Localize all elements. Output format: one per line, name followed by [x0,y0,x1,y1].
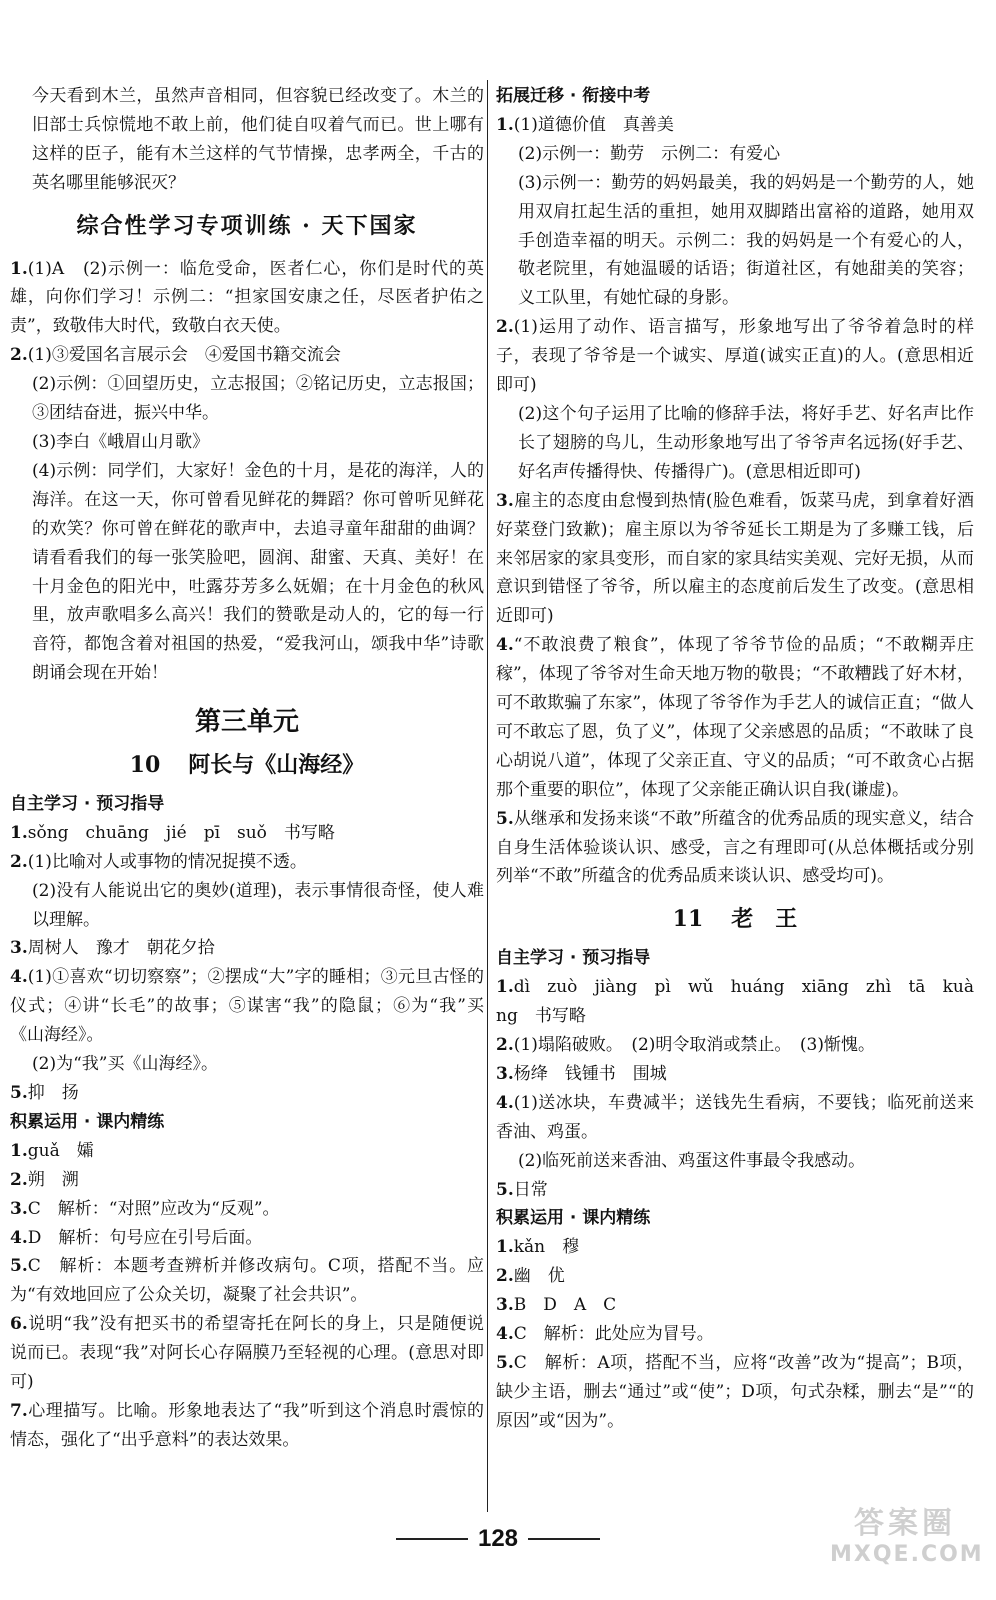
answer-text: (3)李白《峨眉山月歌》 [32,431,210,452]
column-divider [487,80,488,1512]
answer-item [10,1252,484,1310]
answer-number: 2. [496,1266,514,1287]
preview-answer-list [10,819,484,1108]
answer-text: (2)临死前送来香油、鸡蛋这件事最令我感动。 [518,1150,866,1171]
answer-item [496,487,974,632]
answer-text: (1)道德价值 真善美 [513,114,674,135]
answer-number: 4. [10,1227,28,1248]
practice-answer-list [496,1233,974,1435]
answer-number: 1. [10,822,28,843]
answer-number: 3. [496,1295,514,1316]
answer-item [10,457,484,688]
answer-number: 1. [496,114,514,135]
answer-item [496,805,974,892]
footer-rule-left [396,1538,468,1540]
section-heading-practice: 积累运用 · 课内精练 [496,1208,651,1229]
answer-item [496,631,974,804]
answer-number: 3. [496,490,514,511]
answer-number: 6. [10,1314,28,1335]
answer-number: 7. [10,1400,28,1421]
answer-item [10,963,484,1050]
answer-item [10,1166,484,1195]
answer-item [10,1195,484,1224]
intro-paragraph: 今天看到木兰，虽然声音相同，但容貌已经改变了。木兰的旧部士兵惊慌地不敢上前，他们徒自叹着气而已。世上哪有这样的臣子，能有木兰这样的气节情操，忠孝两全，千古的英名哪里能够泯灭？ [32,86,484,193]
answer-item [496,140,974,169]
answer-text: (2)没有人能说出它的奥妙(道理)，表示事情很奇怪，使人难以理解。 [32,880,484,930]
answer-text: (1)③爱国名言展示会 ④爱国书籍交流会 [27,345,341,366]
answer-number: 4. [10,967,28,988]
extension-answer-list [496,111,974,891]
lesson-number: 11 [672,906,704,933]
section-heading-extension: 拓展迁移 · 衔接中考 [496,86,651,106]
answer-text: 幽 优 [513,1266,565,1287]
answer-item [496,1089,974,1147]
answer-text: guǎ 孀 [27,1140,94,1161]
answer-item [496,1320,974,1349]
answer-item [10,1137,484,1166]
lesson-10-title [10,751,484,780]
answer-item [10,341,484,370]
answer-item [496,1031,974,1060]
zh-answer-list [10,255,484,689]
page-number: 128 [477,1525,519,1552]
answer-text: (1)①喜欢“切切察察”；②摆成“大”字的睡相；③元旦古怪的仪式；④讲“长毛”的故事；⑤谋害“我”的隐鼠；⑥为“我”买《山海经》。 [10,967,484,1046]
answer-text: C 解析：本题考查辨析并修改病句。C项，搭配不当。应为“有效地回应了公众关切，凝聚了社会共识”。 [10,1256,484,1306]
answer-item [10,1310,484,1397]
footer-rule-right [528,1538,600,1540]
answer-text: (2)这个句子运用了比喻的修辞手法，将好手艺、好名声比作长了翅膀的鸟儿，生动形象地写出了爷爷声名远扬(好手艺、好名声传播得快、传播得广)。(意思相近即可) [518,403,974,482]
answer-text: 雇主的态度由怠慢到热情(脸色难看，饭菜马虎，到拿着好酒好菜登门致歉)；雇主原以为爷爷延长工期是为了多赚工钱，后来邻居家的家具变形，而自家的家具结实美观、完好无损，从而意识到错怪了爷爷，所以雇主的态度前后发生了改变。(意思相近即可) [496,490,974,627]
answer-item [10,370,484,428]
answer-item [496,973,974,1031]
answer-item [10,255,484,342]
lesson-11-title [496,905,974,934]
answer-text: “不敢浪费了粮食”，体现了爷爷节俭的品质；“不敢糊弄庄稼”，体现了爷爷对生命天地万物的敬畏；“不敢糟践了好木材，可不敢欺骗了东家”，体现了爷爷作为手艺人的诚信正直；“做人可不敢忘了恩，负了义”，体现了父亲感恩的品质；“不敢昧了良心胡说八道”，体现了父亲正直、守义的品质；“可不敢贪心占据那个重要的职位”，体现了父亲能正确认识自我(谦虚)。 [496,635,974,800]
left-column [10,82,484,1498]
answer-number: 5. [10,1083,28,1103]
answer-number: 2. [10,1169,28,1190]
answer-text: (1)比喻对人或事物的情况捉摸不透。 [27,851,307,872]
answer-number: 4. [496,635,514,656]
answer-text: kǎn 穆 [513,1237,580,1258]
preview-answer-list [496,973,974,1204]
answer-text: C 解析：A项，搭配不当，应将“改善”改为“提高”；B项，缺少主语，删去“通过”或“使”；D项，句式杂糅，删去“是”“的原因”或“因为”。 [496,1352,974,1431]
answer-number: 2. [496,1035,514,1055]
answer-item [496,1349,974,1436]
watermark-url: MXQE.COM [830,1542,984,1567]
answer-number: 3. [10,938,28,959]
answer-text: 朔 溯 [27,1169,79,1190]
answer-item [10,934,484,963]
answer-item [496,313,974,400]
answer-text: (4)示例：同学们，大家好！金色的十月，是花的海洋，人的海洋。在这一天，你可曾看见鲜花的舞蹈？你可曾听见鲜花的欢笑？你可曾在鲜花的歌声中，去追寻童年甜甜的曲调？请看看我们的每一张笑脸吧，圆润、甜蜜、天真、美好！在十月金色的阳光中，吐露芬芳多么妩媚；在十月金色的秋风里，放声歌唱多么高兴！我们的赞歌是动人的，它的每一行音符，都饱含着对祖国的热爱，“爱我河山，颂我中华”诗歌朗诵会现在开始！ [32,460,484,684]
answer-text: 心理描写。比喻。形象地表达了“我”听到这个消息时震惊的情态，强化了“出乎意料”的表达效果。 [10,1400,484,1450]
practice-answer-list [10,1137,484,1455]
answer-text: 说明“我”没有把买书的希望寄托在阿长的身上，只是随便说说而已。表现“我”对阿长心存隔膜乃至轻视的心理。(意思对即可) [10,1314,484,1393]
lesson-number: 10 [129,752,161,779]
answer-number: 1. [496,977,514,998]
answer-text: 杨绛 钱锺书 围城 [513,1063,667,1084]
answer-number: 2. [10,345,28,366]
answer-text: (1)运用了动作、语言描写，形象地写出了爷爷着急时的样子，表现了爷爷是一个诚实、厚道(诚实正直)的人。(意思相近即可) [496,317,974,396]
answer-number: 3. [10,1198,28,1219]
answer-text: 日常 [513,1179,548,1200]
answer-text: (1)A (2)示例一：临危受命，医者仁心，你们是时代的英雄，向你们学习！示例二：“担家国安康之任，尽医者护佑之责”，致敬伟大时代，致敬白衣天使。 [10,258,484,337]
answer-item [496,1262,974,1291]
answer-item [10,1397,484,1455]
answer-text: (2)示例：①回望历史，立志报国；②铭记历史，立志报国；③团结奋进，振兴中华。 [32,374,484,424]
answer-number: 2. [496,317,514,338]
answer-item [10,428,484,457]
answer-text: (3)示例一：勤劳的妈妈最美，我的妈妈是一个勤劳的人，她用双肩扛起生活的重担，她用双脚踏出富裕的道路，她用双手创造幸福的明天。示例二：我的妈妈是一个有爱心的人，敬老院里，有她温暖的话语；街道社区，有她甜美的笑容；义工队里，有她忙碌的身影。 [518,172,974,309]
answer-item [496,111,974,140]
answer-text: C 解析：“对照”应改为“反观”。 [27,1198,280,1219]
watermark-logo [830,1506,984,1574]
answer-number: 4. [496,1324,514,1345]
section-heading-preview: 自主学习 · 预习指导 [496,948,651,969]
answer-text: B D A C [513,1295,617,1316]
answer-item [496,1233,974,1262]
answer-item [496,400,974,487]
section-heading-practice: 积累运用 · 课内精练 [10,1111,165,1132]
section-heading-preview: 自主学习 · 预习指导 [10,793,165,814]
answer-text: (1)塌陷破败。 (2)明令取消或禁止。 (3)惭愧。 [513,1035,875,1055]
answer-text: sǒng chuāng jié pī suǒ 书写略 [27,822,335,843]
answer-item [496,169,974,314]
unit-title: 第三单元 [194,707,299,738]
answer-text: 从继承和发扬来谈“不敢”所蕴含的优秀品质的现实意义，结合自身生活体验谈认识、感受，言之有理即可(从总体概括或分别列举“不敢”所蕴含的优秀品质来谈认识、感受均可)。 [496,808,974,887]
answer-item [496,1060,974,1089]
section-title-tianxia: 综合性学习专项训练 · 天下国家 [76,212,418,239]
answer-number: 4. [496,1092,514,1113]
answer-text: (1)送冰块，车费减半；送钱先生看病，不要钱；临死前送来香油、鸡蛋。 [496,1092,974,1142]
answer-text: D 解析：句号应在引号后面。 [27,1227,263,1248]
watermark-text: 答案圈 [854,1506,956,1541]
answer-number: 5. [496,808,514,829]
answer-text: (2)为“我”买《山海经》。 [32,1054,218,1075]
answer-item [496,1291,974,1320]
answer-number: 2. [10,851,28,872]
answer-item [10,1050,484,1079]
answer-text: (2)示例一：勤劳 示例二：有爱心 [518,143,781,164]
answer-item [10,877,484,935]
answer-number: 5. [10,1256,28,1277]
answer-number: 3. [496,1063,514,1084]
answer-item [496,1176,974,1205]
right-column [496,82,974,1498]
answer-item [10,819,484,848]
answer-item [10,1224,484,1253]
answer-number: 1. [10,1140,28,1161]
lesson-name: 阿长与《山海经》 [188,752,365,779]
answer-text: C 解析：此处应为冒号。 [513,1324,714,1345]
answer-item [10,848,484,877]
answer-number: 5. [496,1179,514,1200]
answer-text: 抑 扬 [27,1083,79,1103]
answer-text: 周树人 豫才 朝花夕拾 [27,938,215,959]
lesson-name: 老 王 [731,906,798,933]
answer-number: 5. [496,1352,514,1373]
answer-number: 1. [496,1237,514,1258]
answer-number: 1. [10,258,28,279]
answer-text: dì zuò jiàng pì wǔ huáng xiāng zhì tā kuàng 书写略 [496,977,974,1027]
answer-item [496,1147,974,1176]
answer-item [10,1079,484,1108]
